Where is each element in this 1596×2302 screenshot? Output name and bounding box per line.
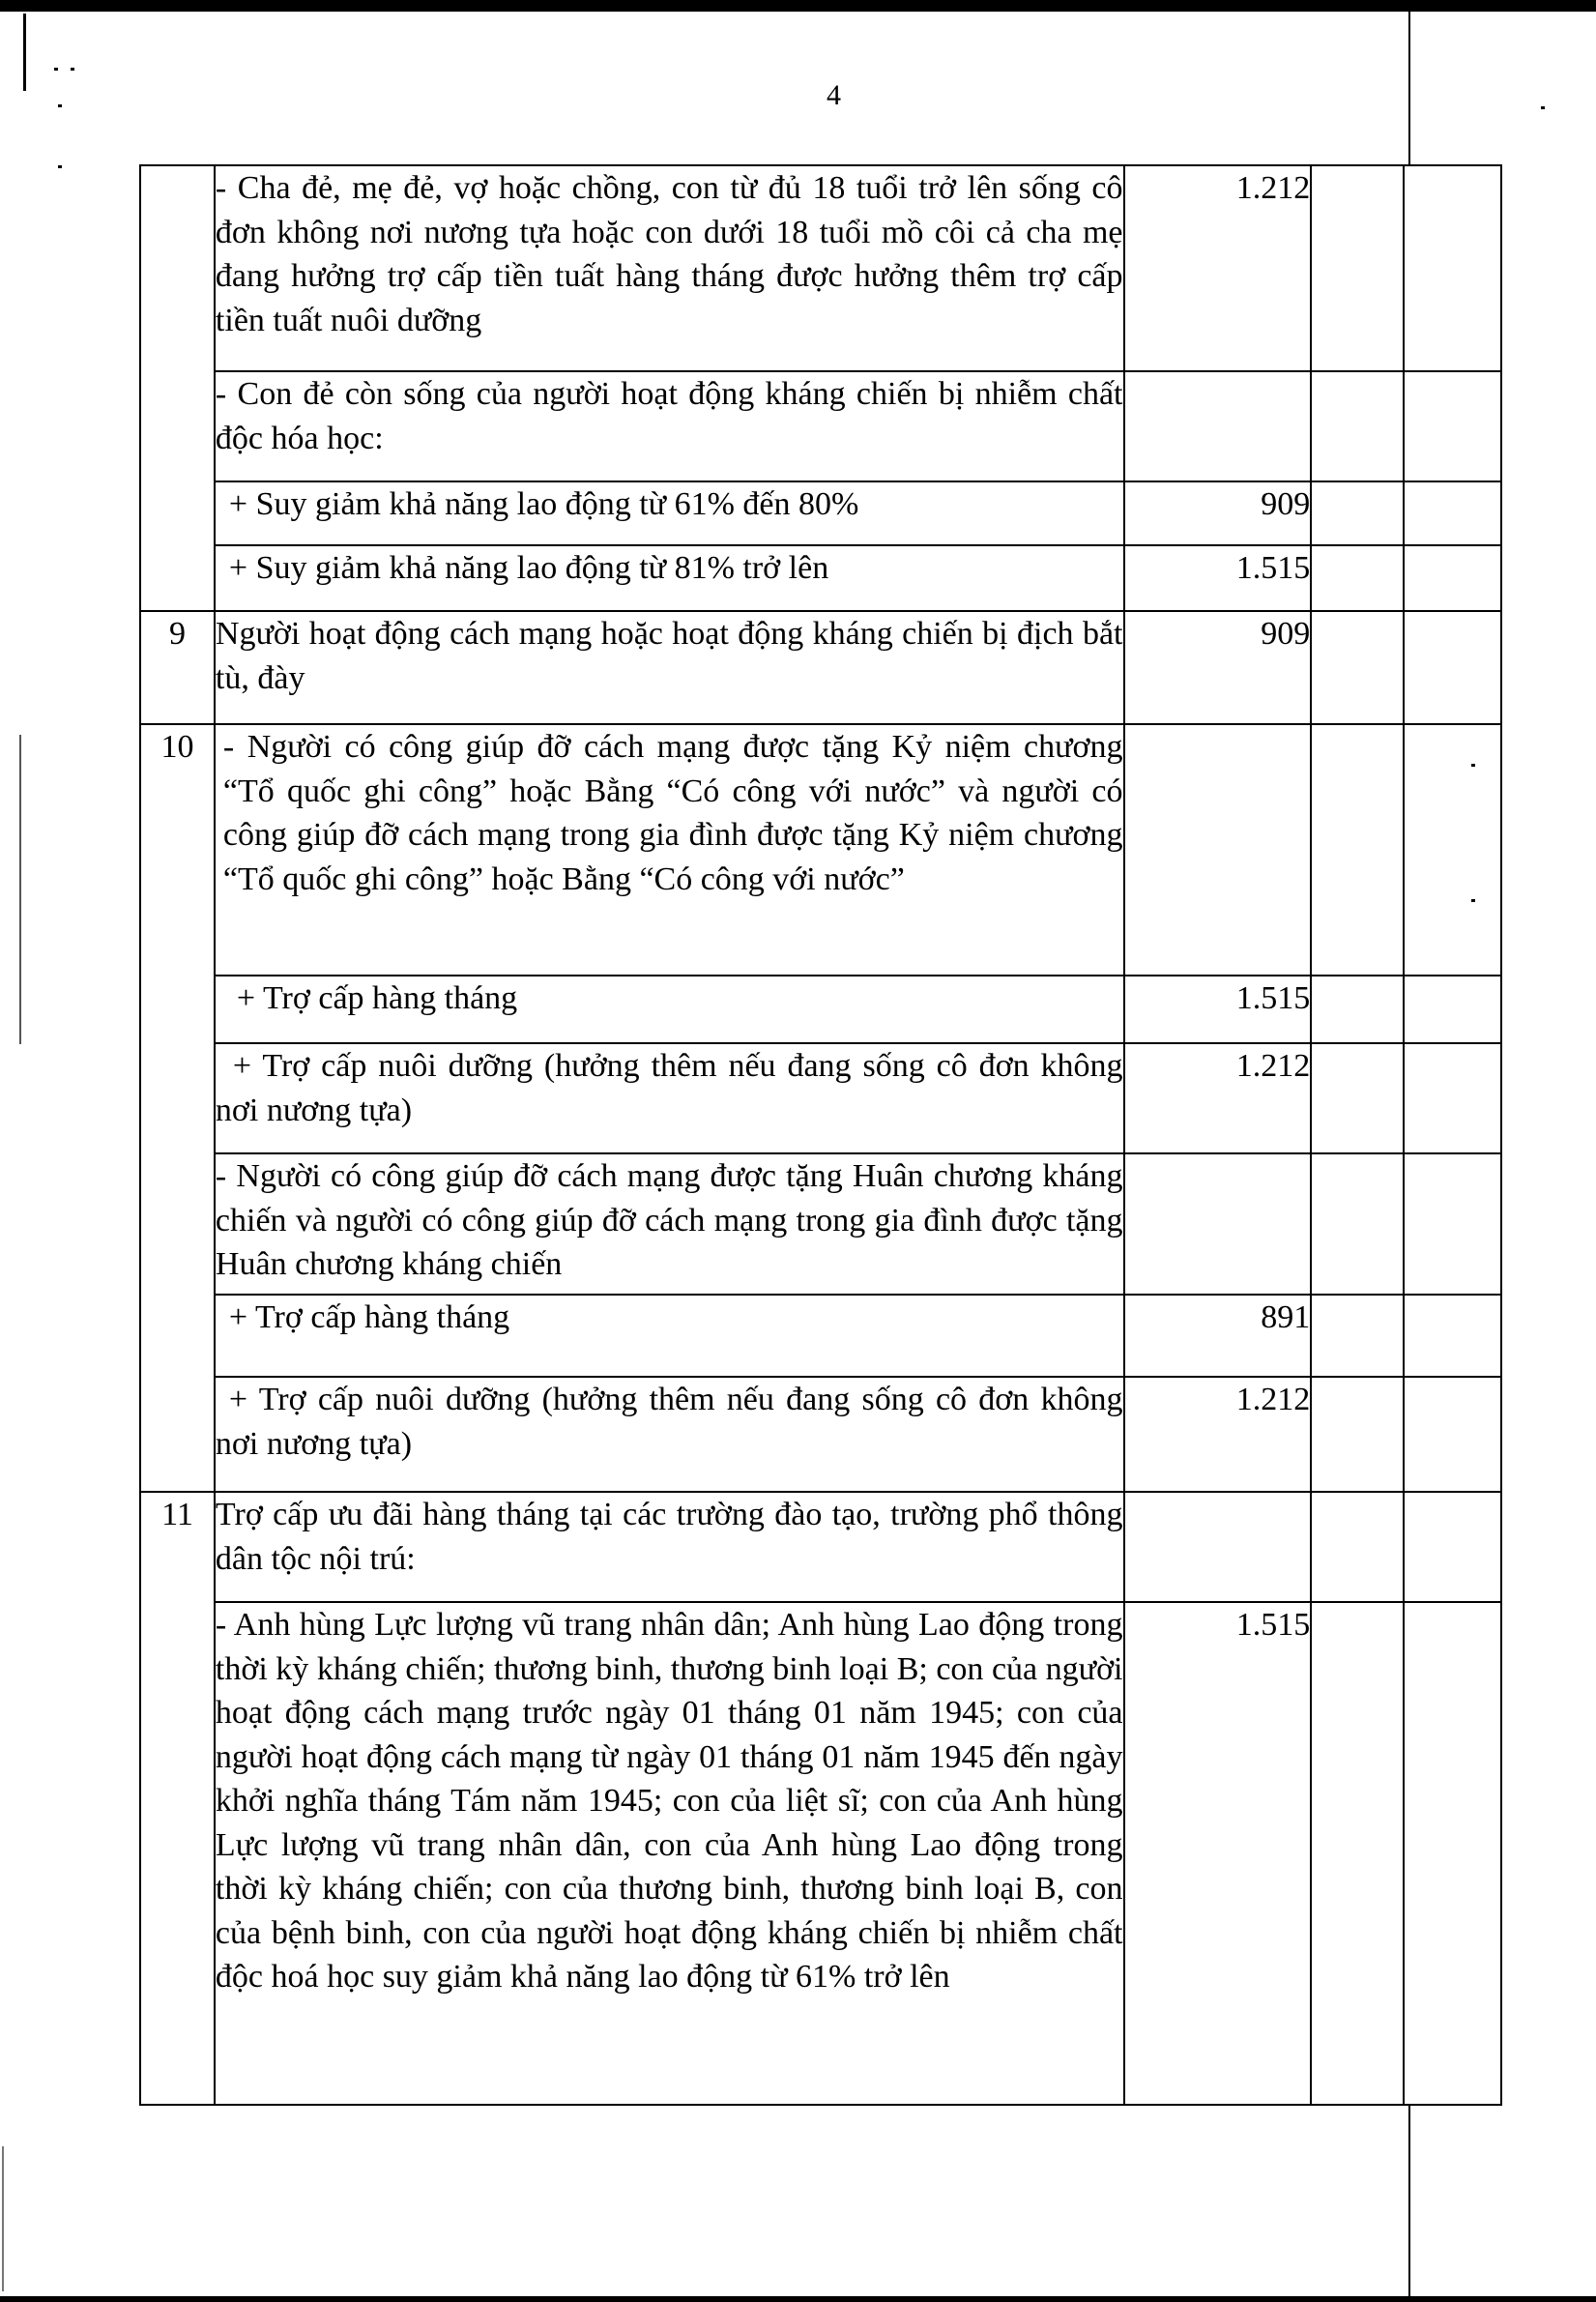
row-content: + Suy giảm khả năng lao động từ 61% đến 80% xyxy=(228,486,859,522)
empty-cell xyxy=(1311,976,1404,1043)
row-amount: 1.515 xyxy=(1235,980,1311,1016)
row-amount: 909 xyxy=(1261,616,1311,652)
empty-cell xyxy=(1404,1492,1501,1602)
empty-cell xyxy=(1311,1295,1404,1377)
row-content: Trợ cấp ưu đãi hàng tháng tại các trường đào tạo, trường phổ thông dân tộc nội trú: xyxy=(215,1497,1123,1577)
row-number-cell xyxy=(140,611,215,724)
row-content: + Trợ cấp hàng tháng xyxy=(236,980,518,1016)
row-amount: 1.515 xyxy=(1235,550,1311,586)
empty-cell xyxy=(1404,724,1501,976)
scan-speck xyxy=(1541,106,1545,109)
row-amount: 891 xyxy=(1261,1299,1311,1335)
empty-cell xyxy=(1404,371,1501,481)
empty-cell xyxy=(1311,1492,1404,1602)
empty-cell xyxy=(1404,1153,1501,1295)
content-cell xyxy=(215,611,1124,724)
content-cell xyxy=(215,165,1124,371)
empty-cell xyxy=(1404,611,1501,724)
table-row xyxy=(140,1153,1501,1295)
amount-cell xyxy=(1124,976,1312,1043)
row-number: 9 xyxy=(168,616,186,652)
scan-artifact-line xyxy=(1408,2106,1410,2299)
row-number: 10 xyxy=(160,729,194,765)
scan-speck xyxy=(54,68,58,71)
row-content: + Suy giảm khả năng lao động từ 81% trở lên xyxy=(228,550,829,586)
empty-cell xyxy=(1311,1043,1404,1153)
empty-cell xyxy=(1404,1377,1501,1492)
table-row xyxy=(140,481,1501,545)
table-row xyxy=(140,1602,1501,2105)
empty-cell xyxy=(1404,1295,1501,1377)
row-number-cell xyxy=(140,1492,215,2105)
row-content: - Người có công giúp đỡ cách mạng được tặng Kỷ niệm chương “Tổ quốc ghi công” hoặc Bằng “Có công với nước” và người có công giúp đỡ cách mạng trong gia đình được tặng Kỷ niệm chương “Tổ quốc ghi công” hoặc Bằng “Có công với nước” xyxy=(222,729,1123,897)
scan-speck xyxy=(71,68,74,71)
amount-cell xyxy=(1124,481,1312,545)
amount-cell xyxy=(1124,724,1312,976)
scan-speck xyxy=(58,165,62,168)
scan-artifact-left xyxy=(23,14,26,91)
table-row xyxy=(140,1295,1501,1377)
amount-cell xyxy=(1124,1492,1312,1602)
row-number-cell xyxy=(140,724,215,1492)
amount-cell xyxy=(1124,1295,1312,1377)
table-row xyxy=(140,976,1501,1043)
page-number: 4 xyxy=(827,79,841,111)
row-content: - Con đẻ còn sống của người hoạt động kháng chiến bị nhiễm chất độc hóa học: xyxy=(215,376,1123,456)
row-content: - Cha đẻ, mẹ đẻ, vợ hoặc chồng, con từ đủ 18 tuổi trở lên sống cô đơn không nơi nương tựa hoặc con dưới 18 tuổi mồ côi cả cha mẹ đang hưởng trợ cấp tiền tuất hàng tháng được hưởng thêm trợ cấp tiền tuất nuôi dưỡng xyxy=(215,170,1123,338)
scan-border-top xyxy=(0,0,1596,12)
row-number-cell xyxy=(140,165,215,611)
row-amount: 1.212 xyxy=(1235,1048,1311,1084)
empty-cell xyxy=(1311,1602,1404,2105)
empty-cell xyxy=(1311,545,1404,611)
amount-cell xyxy=(1124,1377,1312,1492)
table-row xyxy=(140,165,1501,371)
row-content: + Trợ cấp hàng tháng xyxy=(228,1299,510,1335)
content-cell xyxy=(215,1295,1124,1377)
table-row xyxy=(140,1377,1501,1492)
empty-cell xyxy=(1311,481,1404,545)
table-row xyxy=(140,1492,1501,1602)
row-content: - Người có công giúp đỡ cách mạng được tặng Huân chương kháng chiến và người có công giúp đỡ cách mạng trong gia đình được tặng Huân chương kháng chiến xyxy=(215,1158,1123,1282)
empty-cell xyxy=(1311,611,1404,724)
amount-cell xyxy=(1124,371,1312,481)
allowance-table xyxy=(139,164,1502,2106)
row-content: - Anh hùng Lực lượng vũ trang nhân dân; Anh hùng Lao động trong thời kỳ kháng chiến; thương binh, thương binh loại B; con của người hoạt động cách mạng trước ngày 01 tháng 01 năm 1945; con của người hoạt động cách mạng từ ngày 01 tháng 01 năm 1945 đến ngày khởi nghĩa tháng Tám năm 1945; con của liệt sĩ; con của Anh hùng Lực lượng vũ trang nhân dân, con của Anh hùng Lao động trong thời kỳ kháng chiến; con của thương binh, thương binh loại B, con của bệnh binh, con của người hoạt động kháng chiến bị nhiễm chất độc hoá học suy giảm khả năng lao động từ 61% trở lên xyxy=(215,1607,1123,1995)
table-row xyxy=(140,1043,1501,1153)
empty-cell xyxy=(1404,1602,1501,2105)
row-content: + Trợ cấp nuôi dưỡng (hưởng thêm nếu đang sống cô đơn không nơi nương tựa) xyxy=(215,1382,1123,1462)
row-amount: 909 xyxy=(1261,486,1311,522)
empty-cell xyxy=(1404,481,1501,545)
amount-cell xyxy=(1124,545,1312,611)
row-amount: 1.212 xyxy=(1235,170,1311,206)
row-number: 11 xyxy=(161,1497,193,1532)
amount-cell xyxy=(1124,611,1312,724)
table-row xyxy=(140,724,1501,976)
scan-artifact-left xyxy=(2,2146,4,2291)
content-cell xyxy=(215,1602,1124,2105)
empty-cell xyxy=(1404,1043,1501,1153)
empty-cell xyxy=(1311,165,1404,371)
scan-artifact-left xyxy=(19,735,21,1044)
empty-cell xyxy=(1404,545,1501,611)
empty-cell xyxy=(1311,1377,1404,1492)
scan-artifact-line xyxy=(1408,10,1410,164)
row-amount: 1.515 xyxy=(1235,1607,1311,1643)
scan-speck xyxy=(58,104,62,107)
amount-cell xyxy=(1124,1602,1312,2105)
amount-cell xyxy=(1124,1153,1312,1295)
amount-cell xyxy=(1124,1043,1312,1153)
table-row xyxy=(140,371,1501,481)
scan-border-bottom xyxy=(0,2296,1596,2302)
empty-cell xyxy=(1404,165,1501,371)
content-cell xyxy=(215,1492,1124,1602)
content-cell xyxy=(215,724,1124,976)
content-cell xyxy=(215,1043,1124,1153)
row-content: Người hoạt động cách mạng hoặc hoạt động kháng chiến bị địch bắt tù, đày xyxy=(215,616,1123,696)
row-amount: 1.212 xyxy=(1235,1382,1311,1417)
empty-cell xyxy=(1311,371,1404,481)
content-cell xyxy=(215,545,1124,611)
content-cell xyxy=(215,371,1124,481)
empty-cell xyxy=(1311,1153,1404,1295)
content-cell xyxy=(215,1377,1124,1492)
empty-cell xyxy=(1311,724,1404,976)
content-cell xyxy=(215,481,1124,545)
amount-cell xyxy=(1124,165,1312,371)
empty-cell xyxy=(1404,976,1501,1043)
row-content: + Trợ cấp nuôi dưỡng (hưởng thêm nếu đang sống cô đơn không nơi nương tựa) xyxy=(215,1048,1123,1128)
content-cell xyxy=(215,976,1124,1043)
table-row xyxy=(140,545,1501,611)
table-row xyxy=(140,611,1501,724)
content-cell xyxy=(215,1153,1124,1295)
